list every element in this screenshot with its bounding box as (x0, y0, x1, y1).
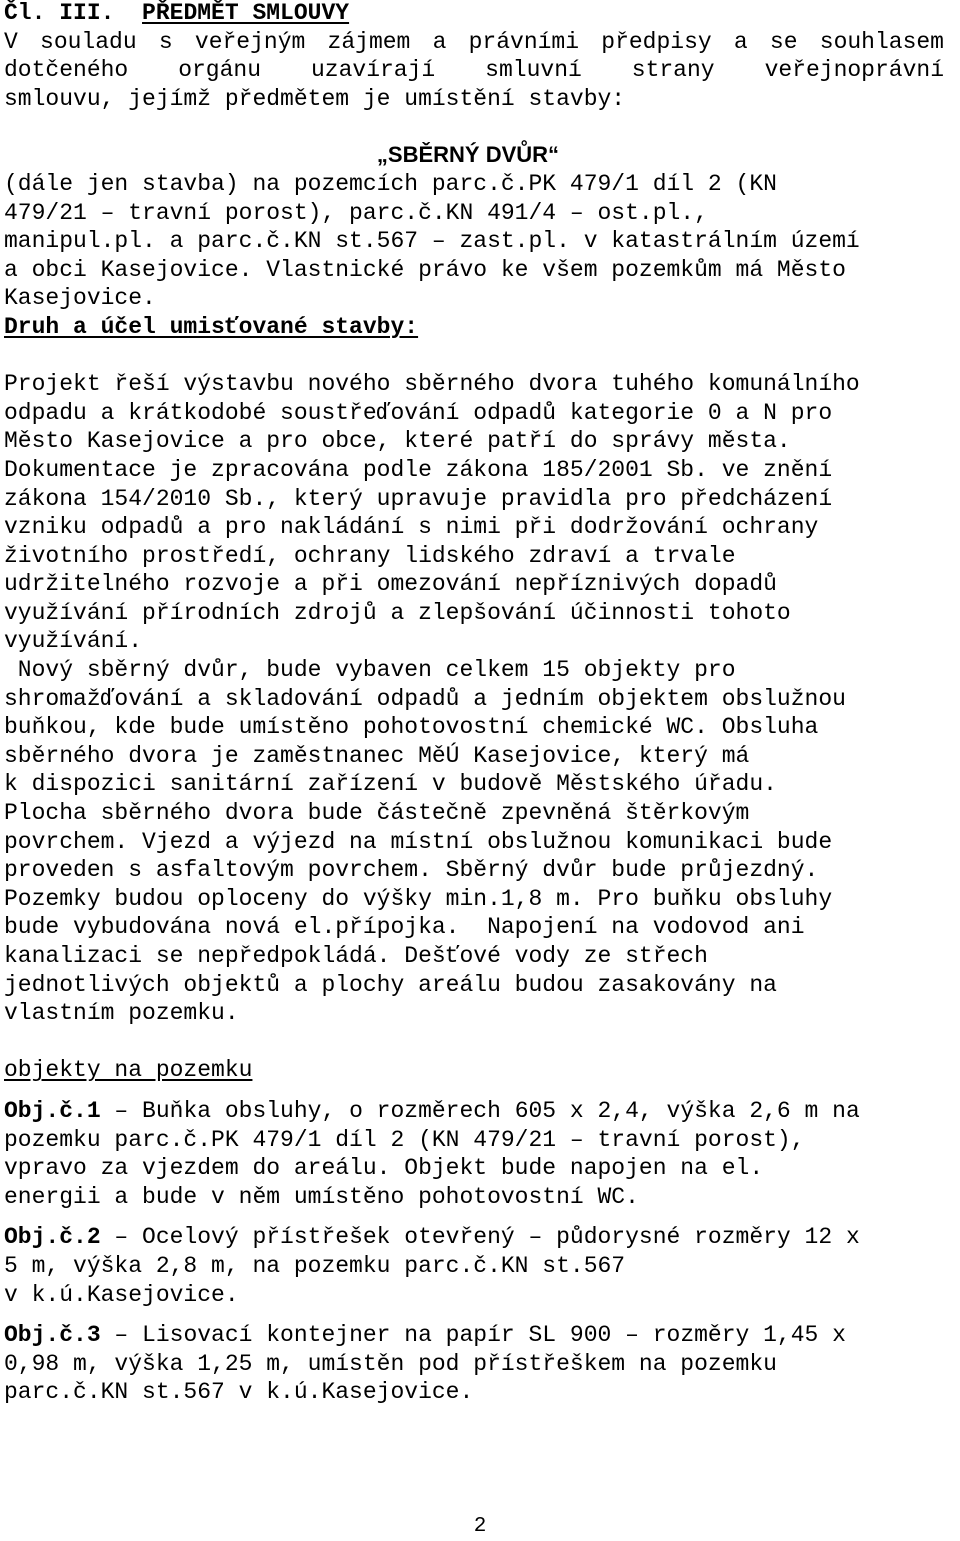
intro-line-1: V souladu s veřejným zájmem a právními předpisy a se souhlasem (4, 28, 944, 55)
page-number: 2 (473, 1515, 487, 1538)
purpose-line: životního prostředí, ochrany lidského zdraví a trvale (4, 542, 736, 569)
object-2-label: Obj.č.2 (4, 1224, 101, 1251)
purpose-line: povrchem. Vjezd a výjezd na místní obslužnou komunikaci bude (4, 828, 833, 855)
object-1 (4, 1097, 944, 1211)
purpose-line: využívání přírodních zdrojů a zlepšování účinnosti tohoto (4, 599, 791, 626)
purpose-line: jednotlivých objektů a plochy areálu budou zasakovány na (4, 971, 777, 998)
spacer (4, 1085, 944, 1097)
object-1-line-3: vpravo za vjezdem do areálu. Objekt bude napojen na el. (4, 1155, 764, 1182)
purpose-line: sběrného dvora je zaměstnanec MěÚ Kasejovice, který má (4, 742, 750, 769)
objects-heading: objekty na pozemku (4, 1057, 253, 1084)
object-1-label: Obj.č.1 (4, 1097, 101, 1124)
document-page (4, 0, 944, 1407)
object-2-line-3: v k.ú.Kasejovice. (4, 1281, 239, 1308)
purpose-line: Projekt řeší výstavbu nového sběrného dvora tuhého komunálního (4, 371, 860, 398)
purpose-line: odpadu a krátkodobé soustřeďování odpadů kategorie 0 a N pro (4, 399, 833, 426)
purpose-line: kanalizaci se nepředpokládá. Dešťové vody ze střech (4, 943, 708, 969)
article-number: Čl. III. (4, 0, 115, 26)
spacer (4, 1028, 944, 1057)
object-1-line-2: pozemku parc.č.PK 479/1 díl 2 (KN 479/21 – travní porost), (4, 1126, 805, 1153)
purpose-line: Město Kasejovice a pro obce, které patří do správy města. (4, 428, 791, 455)
object-1-line-4: energii a bude v něm umístěno pohotovostní WC. (4, 1183, 639, 1210)
location-line-1: (dále jen stavba) na pozemcích parc.č.PK 479/1 díl 2 (KN (4, 170, 777, 197)
location-line-3: manipul.pl. a parc.č.KN st.567 – zast.pl. v katastrálním území (4, 228, 860, 255)
spacer (4, 1309, 944, 1321)
purpose-line: shromažďování a skladování odpadů a jedním objektem obslužnou (4, 685, 846, 712)
purpose-line: proveden s asfaltovým povrchem. Sběrný dvůr bude průjezdný. (4, 857, 819, 884)
purpose-line: udržitelného rozvoje a při omezování nepříznivých dopadů (4, 571, 777, 598)
object-2-line-2: 5 m, výška 2,8 m, na pozemku parc.č.KN st.567 (4, 1252, 626, 1279)
location-line-4: a obci Kasejovice. Vlastnické právo ke všem pozemkům má Město (4, 256, 846, 283)
object-2-text: – Ocelový přístřešek otevřený – půdorysné rozměry 12 x (100, 1224, 860, 1251)
purpose-line: vzniku odpadů a pro nakládání s nimi při dodržování ochrany (4, 514, 819, 541)
location-line-2: 479/21 – travní porost), parc.č.KN 491/4 – ost.pl., (4, 199, 708, 226)
purpose-line: Pozemky budou oploceny do výšky min.1,8 m. Pro buňku obsluhy (4, 885, 833, 912)
purpose-line: bude vybudována nová el.přípojka. Napojení na vodovod ani (4, 914, 805, 941)
spacer (4, 1211, 944, 1223)
object-2 (4, 1223, 944, 1309)
object-3-line-2: 0,98 m, výška 1,25 m, umístěn pod přístřeškem na pozemku (4, 1350, 777, 1377)
spacer (4, 342, 944, 371)
purpose-line: využívání. (4, 628, 143, 655)
object-3 (4, 1321, 944, 1407)
purpose-line: Plocha sběrného dvora bude částečně zpevněná štěrkovým (4, 800, 750, 827)
purpose-line: k dispozici sanitární zařízení v budově Městského úřadu. (4, 771, 777, 798)
project-title: „SBĚRNÝ DVŮR“ (376, 142, 560, 168)
intro-line-2: dotčeného orgánu uzavírají smluvní strany veřejnoprávní (4, 57, 944, 84)
object-3-line-3: parc.č.KN st.567 v k.ú.Kasejovice. (4, 1379, 474, 1406)
object-3-label: Obj.č.3 (4, 1322, 101, 1349)
object-1-line-1 (4, 1097, 944, 1126)
object-3-line-1 (4, 1321, 944, 1350)
article-heading (4, 0, 944, 28)
location-line-5: Kasejovice. (4, 285, 156, 312)
object-2-line-1 (4, 1223, 944, 1252)
purpose-line: buňkou, kde bude umístěno pohotovostní chemické WC. Obsluha (4, 714, 819, 741)
object-1-text: – Buňka obsluhy, o rozměrech 605 x 2,4, výška 2,6 m na (100, 1097, 860, 1124)
intro-line-3: smlouvu, jejímž předmětem je umístění stavby: (4, 85, 626, 112)
purpose-paragraph (4, 370, 944, 1028)
purpose-line: zákona 154/2010 Sb., který upravuje pravidla pro předcházení (4, 485, 833, 512)
purpose-line: Nový sběrný dvůr, bude vybaven celkem 15 objekty pro (4, 657, 736, 684)
article-title: PŘEDMĚT SMLOUVY (142, 0, 350, 26)
object-3-text: – Lisovací kontejner na papír SL 900 – rozměry 1,45 x (100, 1322, 846, 1349)
purpose-line: vlastním pozemku. (4, 1000, 239, 1027)
purpose-heading: Druh a účel umisťované stavby: (4, 313, 419, 340)
purpose-line: Dokumentace je zpracována podle zákona 185/2001 Sb. ve znění (4, 456, 833, 483)
